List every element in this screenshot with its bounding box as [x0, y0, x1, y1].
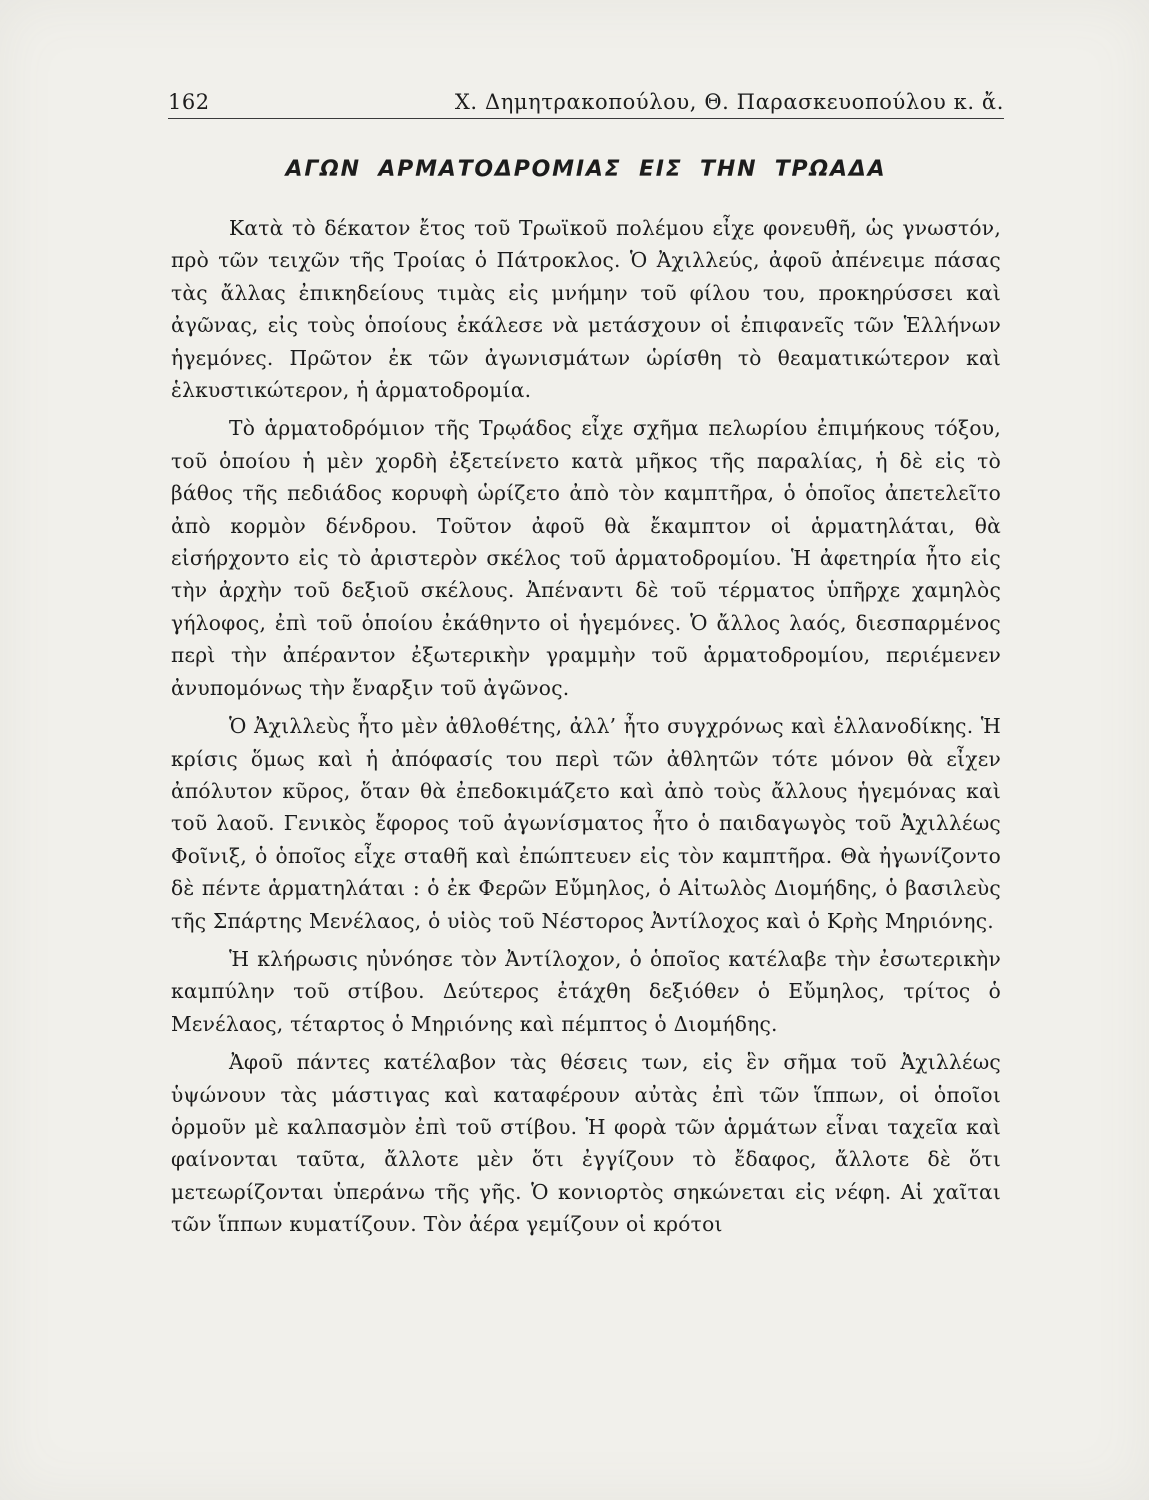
paragraph-4: Ἡ κλήρωσις ηὐνόησε τὸν Ἀντίλοχον, ὁ ὁποῖος κατέλαβε τὴν ἐσωτερικὴν καμπύλην τοῦ στίβου. Δεύτερος ἐτάχθη δεξιόθεν ὁ Εὔμηλος, τρίτος ὁ Μενέλαος, τέταρτος ὁ Μηριόνης καὶ πέμπτος ὁ Διομήδης. [171, 946, 1001, 1036]
paragraph-1: Κατὰ τὸ δέκατον ἔτος τοῦ Τρωϊκοῦ πολέμου εἶχε φονευθῆ, ὡς γνωστόν, πρὸ τῶν τειχῶν τῆς Τροίας ὁ Πάτροκλος. Ὁ Ἀχιλλεύς, ἀφοῦ ἀπένειμε πάσας τὰς ἄλλας ἐπικηδείους τιμὰς εἰς μνήμην τοῦ φίλου του, προκηρύσσει καὶ ἀγῶνας, εἰς τοὺς ὁποίους ἐκάλεσε νὰ μετάσχουν οἱ ἐπιφανεῖς τῶν Ἑλλήνων ἡγεμόνες. Πρῶτον ἐκ τῶν ἀγωνισμάτων ὡρίσθη τὸ θεαματικώτερον καὶ ἑλκυστικώτερον, ἡ ἁρματοδρομία. [171, 216, 1001, 403]
header-rule [168, 118, 1004, 119]
paragraph-5: Ἀφοῦ πάντες κατέλαβον τὰς θέσεις των, εἰς ἓν σῆμα τοῦ Ἀχιλλέως ὑψώνουν τὰς μάστιγας καὶ καταφέρουν αὐτὰς ἐπὶ τῶν ἵππων, οἱ ὁποῖοι ὁρμοῦν μὲ καλπασμὸν ἐπὶ τοῦ στίβου. Ἡ φορὰ τῶν ἁρμάτων εἶναι ταχεῖα καὶ φαίνονται ταῦτα, ἄλλοτε μὲν ὅτι ἐγγίζουν τὸ ἔδαφος, ἄλλοτε δὲ ὅτι μετεωρίζονται ὑπεράνω τῆς γῆς. Ὁ κονιορτὸς σηκώνεται εἰς νέφη. Αἱ χαῖται τῶν ἵππων κυματίζουν. Τὸν ἀέρα γεμίζουν οἱ κρότοι [171, 1050, 1001, 1237]
running-head [168, 88, 1004, 118]
paragraph-2: Τὸ ἁρματοδρόμιον τῆς Τρῳάδος εἶχε σχῆμα πελωρίου ἐπιμήκους τόξου, τοῦ ὁποίου ἡ μὲν χορδὴ ἐξετείνετο κατὰ μῆκος τῆς παραλίας, ἡ δὲ εἰς τὸ βάθος τῆς πεδιάδος κορυφὴ ὡρίζετο ἀπὸ τὸν καμπτῆρα, ὁ ὁποῖος ἀπετελεῖτο ἀπὸ κορμὸν δένδρου. Τοῦτον ἀφοῦ θὰ ἔκαμπτον οἱ ἁρματηλάται, θὰ εἰσήρχοντο εἰς τὸ ἀριστερὸν σκέλος τοῦ ἁρματοδρομίου. Ἡ ἀφετηρία ἦτο εἰς τὴν ἀρχὴν τοῦ δεξιοῦ σκέλους. Ἀπέναντι δὲ τοῦ τέρματος ὑπῆρχε χαμηλὸς γήλοφος, ἐπὶ τοῦ ὁποίου ἐκάθηντο οἱ ἡγεμόνες. Ὁ ἄλλος λαός, διεσπαρμένος περὶ τὴν ἀπέραντον ἐξωτερικὴν γραμμὴν τοῦ ἁρματοδρομίου, περιέμενεν ἀνυπομόνως τὴν ἔναρξιν τοῦ ἀγῶνος. [171, 416, 1001, 700]
paragraph-3: Ὁ Ἀχιλλεὺς ἦτο μὲν ἀθλοθέτης, ἀλλ’ ἦτο συγχρόνως καὶ ἑλλανοδίκης. Ἡ κρίσις ὅμως καὶ ἡ ἀπόφασίς του περὶ τῶν ἀθλητῶν τότε μόνον θὰ εἶχεν ἀπόλυτον κῦρος, ὅταν θὰ ἐπεδοκιμάζετο καὶ ἀπὸ τοὺς ἄλλους ἡγεμόνας καὶ τοῦ λαοῦ. Γενικὸς ἔφορος τοῦ ἀγωνίσματος ἦτο ὁ παιδαγωγὸς τοῦ Ἀχιλλέως Φοῖνιξ, ὁ ὁποῖος εἶχε σταθῆ καὶ ἐπώπτευεν εἰς τὸν καμπτῆρα. Θὰ ἠγωνίζοντο δὲ πέντε ἁρματηλάται : ὁ ἐκ Φερῶν Εὔμηλος, ὁ Αἰτωλὸς Διομήδης, ὁ βασιλεὺς τῆς Σπάρτης Μενέλαος, ὁ υἱὸς τοῦ Νέστορος Ἀντίλοχος καὶ ὁ Κρὴς Μηριόνης. [171, 714, 1001, 933]
body-text [171, 212, 1001, 1241]
running-head-authors: Χ. Δημητρακοπούλου, Θ. Παρασκευοπούλου κ. ἄ. [454, 90, 1004, 114]
chapter-title: ΑΓΩΝ ΑΡΜΑΤΟΔΡΟΜΙΑΣ ΕΙΣ ΤΗΝ ΤΡΩΑΔΑ [285, 157, 887, 182]
page-number: 162 [168, 90, 210, 114]
